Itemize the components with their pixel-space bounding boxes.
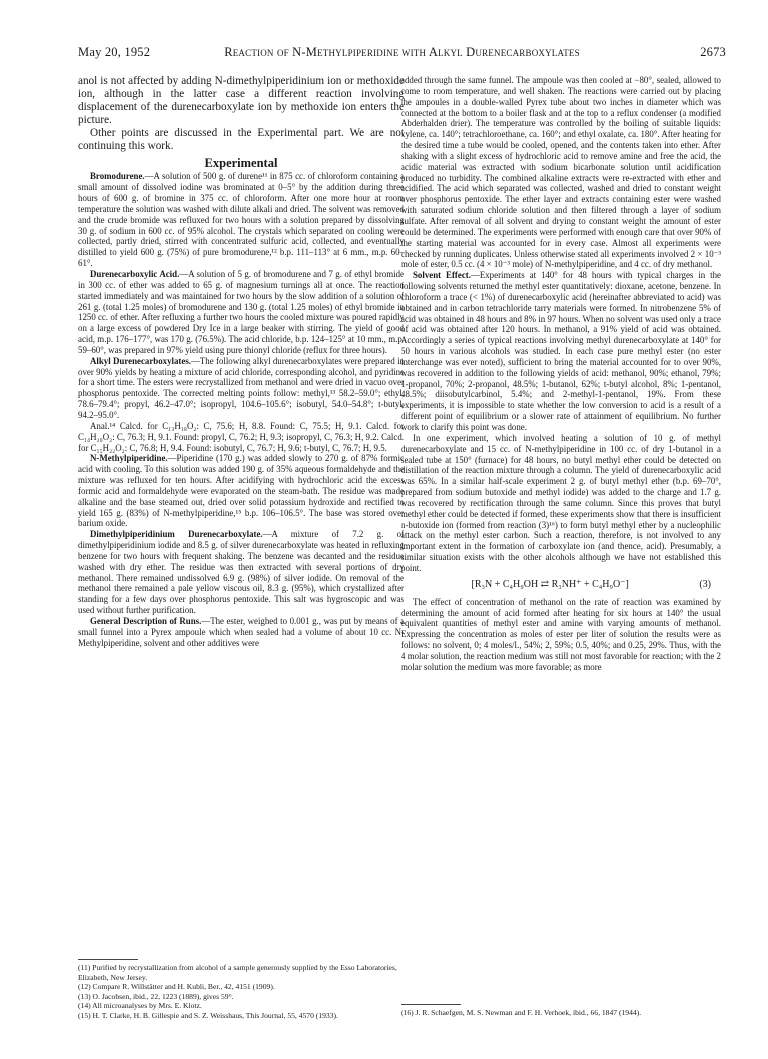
paragraph-general-description [78, 616, 404, 649]
paragraph-analysis: Anal.¹⁴ Calcd. for C₁₃H₁₈O₂: C, 75.6; H, 8.8. Found: C, 75.5; H, 9.1. Calcd. for C₁₄H₂₀O₂: C, 76.3; H, 9.1. Found: propyl, C, 76.2; H, 9.3; isopropyl, C, 76.3; H, 9.2. Calcd. for C₁₅H₂₂O₂: C, 76.8; H, 9.4. Found: isobutyl, C, 76.7; H, 9.6; t-butyl, C, 76.7; H, 9.5. [78, 420, 404, 453]
paragraph-procedure: added through the same funnel. The ampoule was then cooled at −80°, sealed, allowed to come to room temperature, and well shaken. The reactions were carried out by placing the ampoules in a double-walled Pyrex tube about two inches in diameter which was connected at the bottom to a boiler flask and at the top to a reflux condenser (a modified Abderhalden drier). The temperature was controlled by the boiling of suitable liquids: xylene, ca. 140°; tetrachloroethane, ca. 160°; and ethyl oxalate, ca. 180°. After heating for the desired time a tube would be cooled, opened, and the contents taken into ether. After shaking with a slight excess of hydrochloric acid to remove amine and free the acid, the acidic material was extracted with sodium bicarbonate solution until acidification produced no turbidity. The combined alkaline extracts were re-extracted with ether and acidified. The acid which separated was collected, washed and dried to constant weight over phosphorus pentoxide. The ether layer and extracts containing ester were washed with saturated sodium chloride solution and then filtered through a layer of sodium sulfate. After removal of all solvent and drying to constant weight the amount of ester could be determined. The experiments were performed with enough care that over 90% of the starting material was accounted for in every case. Almost all experiments were checked by running duplicates. Unless otherwise stated all experiments involved 2 × 10⁻³ mole of ester, 0.5 cc. (4 × 10⁻³ mole) of N-methylpiperidine, and 4 cc. of dry methanol. [401, 75, 721, 270]
paragraph-methanol-concentration: The effect of concentration of methanol on the rate of reaction was examined by determining the amount of acid formed after heating for six hours at 140° the usual equivalent quantities of methyl ester and amine with varying amounts of methanol. Expressing the concentration as moles of ester per liter of solution the results were as follows: no solvent, 0; 4 moles/l., 54%; 2, 59%; 0.5, 40%; and 0.25, 29%. Thus, with the 4 molar solution, the reaction medium was still not most favorable for reaction; with the 2 molar solution the medium was more favorable; as more [401, 596, 721, 672]
footnote-rule [401, 1004, 461, 1005]
paragraph-text: —Piperidine (170 g.) was added slowly to 270 g. of 87% formic acid with cooling. To this solution was added 190 g. of 35% aqueous formaldehyde and the mixture was refluxed for ten hours. After acidifying with hydrochloric acid the excess formic acid and formaldehyde were evaporated on the steam-bath. The residue was made alkaline and the base steamed out, dried over solid potassium hydroxide and rectified to yield 165 g. (83%) of N-methylpiperidine,¹⁵ b.p. 106–106.5°. The base was stored over barium oxide. [78, 453, 404, 529]
footnote: (14) All microanalyses by Mrs. E. Klotz. [78, 1001, 202, 1011]
paragraph-solvent-effect [401, 270, 721, 433]
footnote: (16) J. R. Schaefgen, M. S. Newman and F. H. Verhoek, ibid., 66, 1847 (1944). [401, 1008, 642, 1017]
paragraph-alkyl-durenecarboxylates [78, 356, 404, 421]
paragraph-label: Alkyl Durenecarboxylates. [90, 355, 191, 366]
section-heading: Experimental [204, 155, 278, 170]
paragraph-label: Dimethylpiperidinium Durenecarboxylate. [90, 529, 263, 540]
paragraph-bromodurene [78, 171, 404, 269]
equation-number: (3) [699, 578, 711, 590]
paragraph-label: Durenecarboxylic Acid. [90, 269, 180, 279]
footnote: (13) O. Jacobsen, ibid., 22, 1223 (1889), gives 59°. [78, 991, 234, 1001]
paragraph-durenecarboxylic-acid [78, 269, 404, 356]
paragraph-label: Solvent Effect. [413, 270, 471, 281]
intro-paragraph-2: Other points are discussed in the Experimental part. We are not continuing this work. [78, 127, 404, 153]
paragraph-text: —The ester, weighed to 0.001 g., was put by means of a small funnel into a Pyrex ampoule which when sealed had a volume of about 10 cc. N-Methylpiperidine, solvent and other additives were [78, 616, 404, 648]
right-column [401, 75, 721, 673]
paragraph-label: N-Methylpiperidine. [90, 453, 168, 464]
intro-paragraph: anol is not affected by adding N-dimethylpiperidinium ion or methoxide ion, although in the latter case a different reaction involving displacement of the durenecarboxylate ion by methoxide ion enters the picture. [78, 75, 404, 127]
paragraph-label: General Description of Runs. [90, 616, 202, 626]
left-footnotes [78, 955, 404, 1021]
left-column [78, 75, 404, 649]
paragraph-text: —The following alkyl durenecarboxylates were prepared in over 90% yields by heating a mixture of acid chloride, corresponding alcohol, and pyridine for a short time. The esters were recrystallized from methanol and were dried in vacuo over phosphorus pentoxide. The corrected melting points follow: methyl,¹³ 58.2–59.0°; ethyl, 78.6–79.4°; propyl, 46.2–47.0°; isopropyl, 104.6–105.6°; isobutyl, 54.0–54.8°; t-butyl, 94.2–95.0°. [78, 355, 404, 420]
paragraph-dimethylpiperidinium [78, 529, 404, 616]
paragraph-butyl-ether-experiment: In one experiment, which involved heating a solution of 10 g. of methyl durenecarboxylate and 15 cc. of N-methylpiperidine in 100 cc. of dry 1-butanol in a sealed tube at 150° (furnace) for 48 hours, no butyl methyl ether could be detected on distillation of the reaction mixture through a column. The yield of durenecarboxylic acid was 65%. In a similar half-scale experiment 2 g. of butyl methyl ether (b.p. 69–70°, prepared from sodium butoxide and methyl iodide) was added to the charge and 1.7 g. was recovered by rectification through the same column. Since this proves that butyl methyl ether could be detected if formed, these experiments show that there is insufficient n-butoxide ion (formed from reaction (3)¹⁶) to form butyl methyl ether by a nucleophilic attack on the methyl ester carbon. Such a reaction, therefore, is not involved to any important extent in the formation of carboxylate ion (and thence, acid). Presumably, a similar situation exists with the other alcohols although we have not established this point. [401, 432, 721, 573]
paragraph-text: —A solution of 5 g. of bromodurene and 7 g. of ethyl bromide in 300 cc. of ether was added to 65 g. of magnesium turnings all at once. The reaction started immediately and was maintained for two hours by the slow addition of a solution of 261 g. (total 1.25 moles) of bromodurene and 130 g. (total 1.25 moles) of ethyl bromide in 1250 cc. of ether. After refluxing a further two hours the cooled mixture was poured rapidly on a large excess of powdered Dry Ice in a large beaker with stirring. The yield of good acid, m.p. 176–177°, was 170 g. (76.5%). The acid chloride, b.p. 124–125° at 10 mm., m.p. 59–60°, was prepared in 97% yield using pure thionyl chloride (reflux for three hours). [78, 269, 404, 355]
footnote: (12) Compare R. Willstätter and H. Kubli, Ber., 42, 4151 (1909). [78, 982, 275, 992]
equation [401, 580, 721, 591]
right-footnotes [401, 1000, 721, 1018]
header-date: May 20, 1952 [78, 45, 151, 59]
paragraph-text: —A mixture of 7.2 g. of dimethylpiperidinium iodide and 8.5 g. of silver durenecarboxylate was heated in refluxing benzene for two hours with frequent shaking. The benzene was decanted and the residue washed with dry ether. The residue was then extracted with several portions of dry methanol. There remained undissolved 6.9 g. (98%) of silver iodide. On removal of the methanol there remained a pale yellow viscous oil, 8.3 g. (95%), which crystallized after standing for a few days over phosphorus pentoxide. This salt was hygroscopic and was used without further purification. [78, 529, 404, 616]
paragraph-label: Bromodurene. [90, 171, 145, 182]
header-title: Reaction of N-Methylpiperidine with Alkyl Durenecarboxylates [224, 45, 580, 59]
footnote-rule [78, 959, 138, 960]
footnote: (15) H. T. Clarke, H. B. Gillespie and S. Z. Weisshaus, This Journal, 55, 4570 (1933). [78, 1010, 338, 1020]
paragraph-text: —A solution of 500 g. of durene¹¹ in 875 cc. of chloroform containing a small amount of dissolved iodine was brominated at 0–5° by the addition during three hours of 600 g. of bromine in 375 cc. of chloroform. After one more hour at room temperature the solution was washed with dilute alkali and dried. The solvent was removed and the crude bromide was refluxed for two hours with a solution prepared by dissolving 30 g. of sodium in 600 cc. of 95% alcohol. The crystals which separated on cooling were collected, partly dried, stirred with concentrated sulfuric acid, collected, and eventually distilled to yield 600 g. (75%) of pure bromodurene,¹² b.p. 111–113° at 6 mm., m.p. 60–61°. [78, 171, 404, 269]
paragraph-n-methylpiperidine [78, 453, 404, 529]
paragraph-text: —Experiments at 140° for 48 hours with typical charges in the following solvents returned the methyl ester quantitatively: dioxane, acetone, benzene. In chloroform a trace (< 1%) of durenecarboxylic acid (hereinafter abbreviated to acid) was obtained and in carbon tetrachloride tarry materials were formed. In nitrobenzene 5% of acid was obtained in 48 hours and 8% in 97 hours. When no solvent was used only a trace of acid was obtained after 120 hours. In methanol, a 91% yield of acid was obtained. Accordingly a series of typical reactions involving methyl durenecarboxylate at 140° for 50 hours in various alcohols was studied. In each case pure methyl ester (no ester interchange was ever noted), sufficient to bring the material accounted for to over 90%, was recovered in addition to the following yields of acid: methanol, 90%; ethanol, 79%; 1-propanol, 70%; 2-propanol, 48.5%; 1-butanol, 62%; t-butyl alcohol, 8%; 1-pentanol, 48.5%; diisobutylcarbinol, 5.4%; and 2-methyl-1-pentanol, 19%. From these experiments, it is impossible to state whether the low conversion to acid is a result of a different point of equilibrium or a slower rate of attainment of equilibrium. No further work to clarify this point was done. [401, 270, 722, 432]
running-header [78, 45, 726, 61]
equation-text: [R₃N + C₄H₉OH ⇄ R₃NH⁺ + C₄H₉O⁻] [471, 578, 629, 590]
header-page-number: 2673 [700, 45, 726, 59]
footnote: (11) Purified by recrystallization from alcohol of a sample generously supplied by the Esso Laboratories, Elizabeth, New Jersey. [78, 963, 397, 982]
